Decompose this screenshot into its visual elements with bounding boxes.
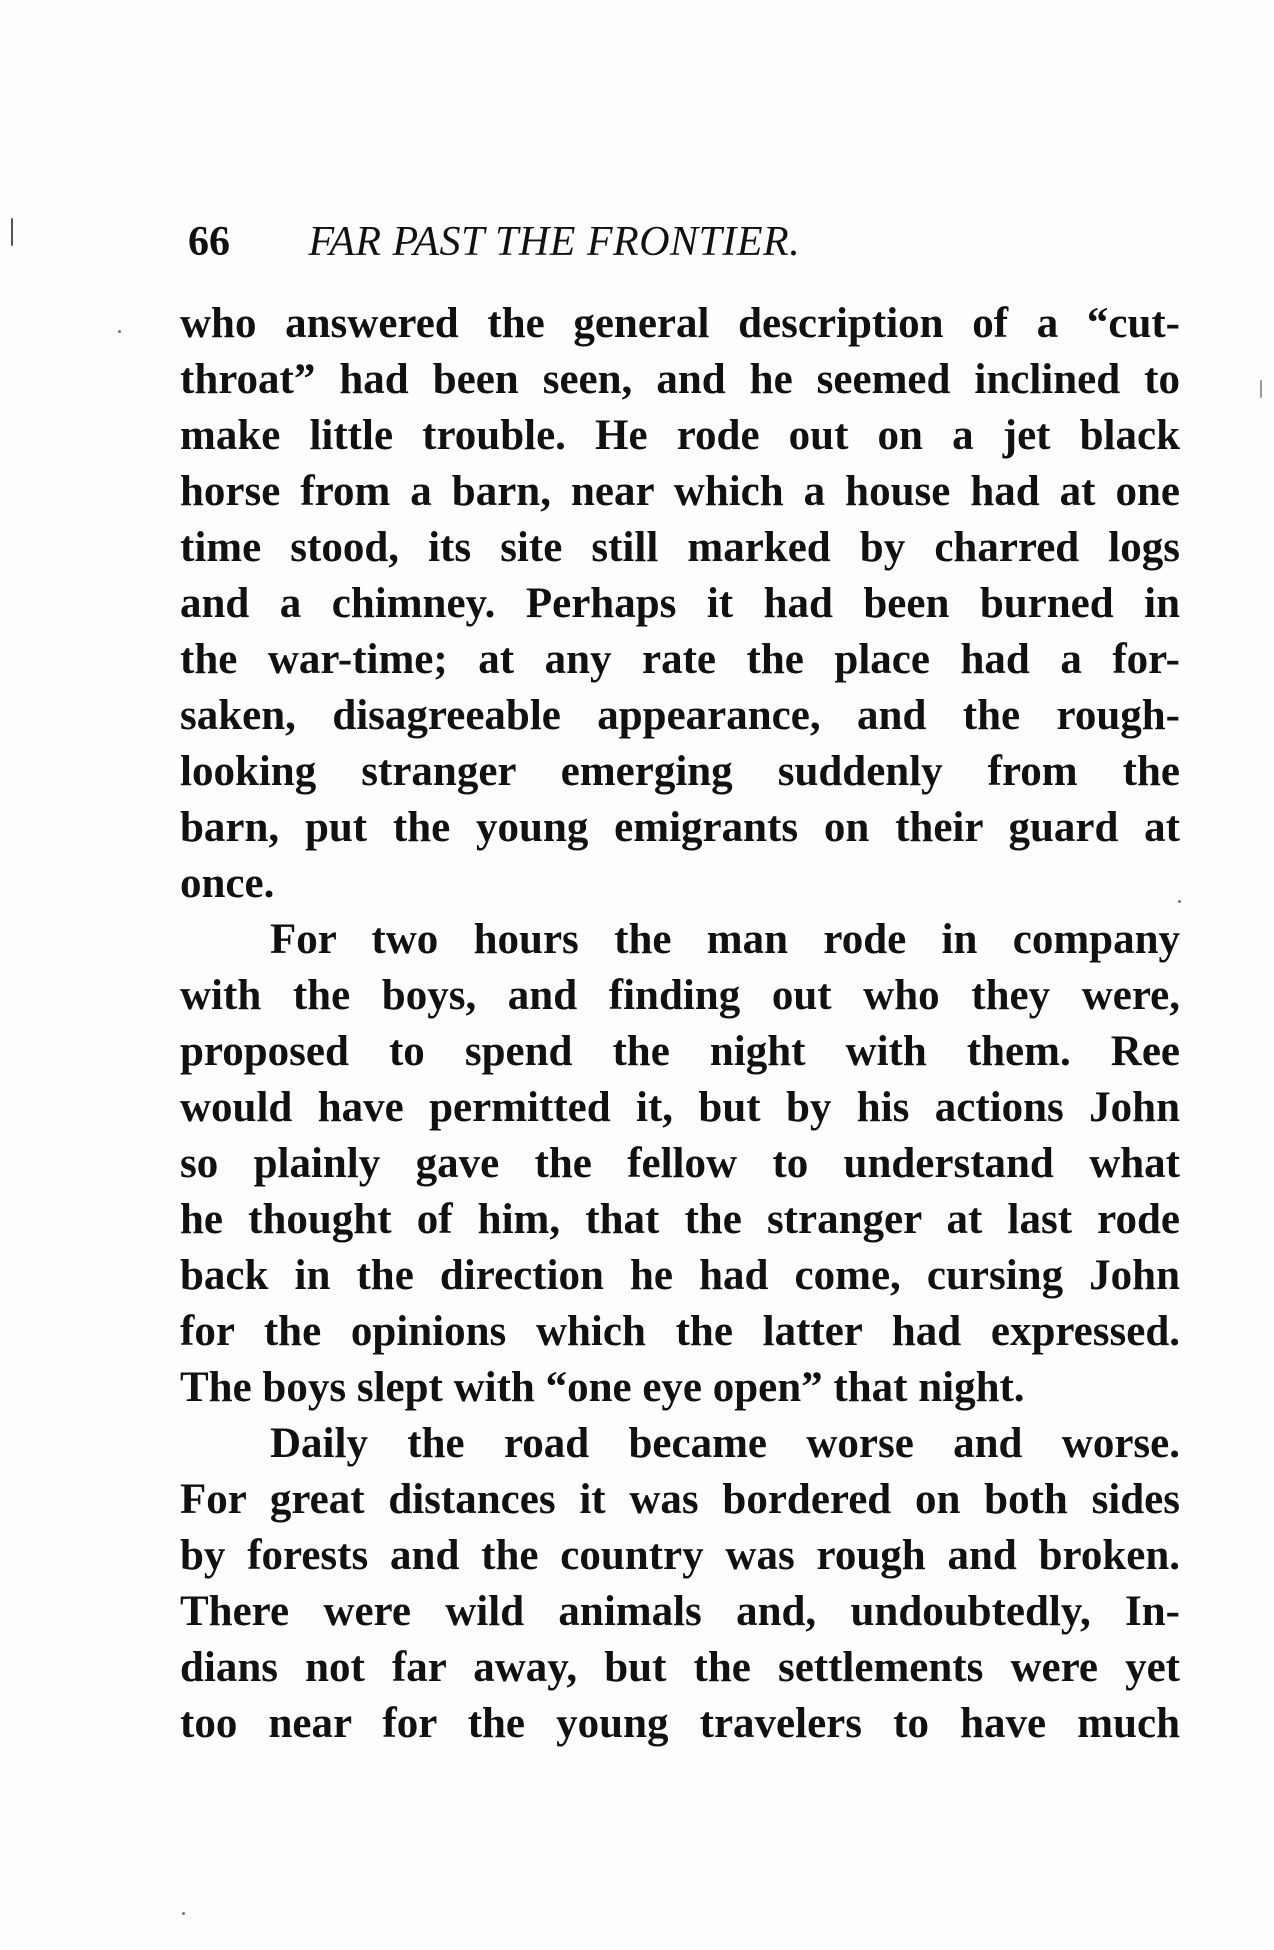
text-line: by forests and the country was rough and broken. [180, 1532, 1180, 1579]
left-edge-mark [11, 218, 13, 246]
paragraph-start-line: Daily the road became worse and worse. [270, 1420, 1180, 1467]
print-speck [118, 330, 121, 333]
text-line: For great distances it was bordered on both sides [180, 1476, 1180, 1523]
text-line: barn, put the young emigrants on their guard at [180, 804, 1180, 851]
text-line: the war-time; at any rate the place had a for- [180, 636, 1180, 683]
text-line: looking stranger emerging suddenly from the [180, 748, 1180, 795]
paragraph-start-line: For two hours the man rode in company [270, 916, 1180, 963]
text-line: The boys slept with “one eye open” that night. [180, 1364, 1025, 1411]
text-line: dians not far away, but the settlements were yet [180, 1644, 1180, 1691]
text-line: back in the direction he had come, cursing John [180, 1252, 1180, 1299]
text-line: make little trouble. He rode out on a jet black [180, 412, 1180, 459]
text-line: horse from a barn, near which a house had at one [180, 468, 1180, 515]
text-line: and a chimney. Perhaps it had been burned in [180, 580, 1180, 627]
text-line: time stood, its site still marked by charred logs [180, 524, 1180, 571]
text-line: too near for the young travelers to have much [180, 1700, 1180, 1747]
page-number: 66 [188, 219, 230, 265]
text-line: so plainly gave the fellow to understand what [180, 1140, 1180, 1187]
page-header [188, 207, 1188, 277]
text-line: saken, disagreeable appearance, and the rough- [180, 692, 1180, 739]
print-speck [182, 1912, 185, 1915]
text-line: with the boys, and finding out who they were, [180, 972, 1180, 1019]
text-line: once. [180, 860, 275, 907]
text-line: There were wild animals and, undoubtedly, In- [180, 1588, 1180, 1635]
text-line: proposed to spend the night with them. Ree [180, 1028, 1180, 1075]
right-edge-mark [1260, 380, 1262, 398]
body-text [180, 296, 1180, 1752]
running-title: FAR PAST THE FRONTIER. [308, 219, 801, 265]
text-line: would have permitted it, but by his actions John [180, 1084, 1180, 1131]
text-line: he thought of him, that the stranger at last rode [180, 1196, 1180, 1243]
text-line: throat” had been seen, and he seemed inclined to [180, 356, 1180, 403]
text-line: for the opinions which the latter had expressed. [180, 1308, 1180, 1355]
text-line: who answered the general description of a “cut- [180, 300, 1180, 347]
